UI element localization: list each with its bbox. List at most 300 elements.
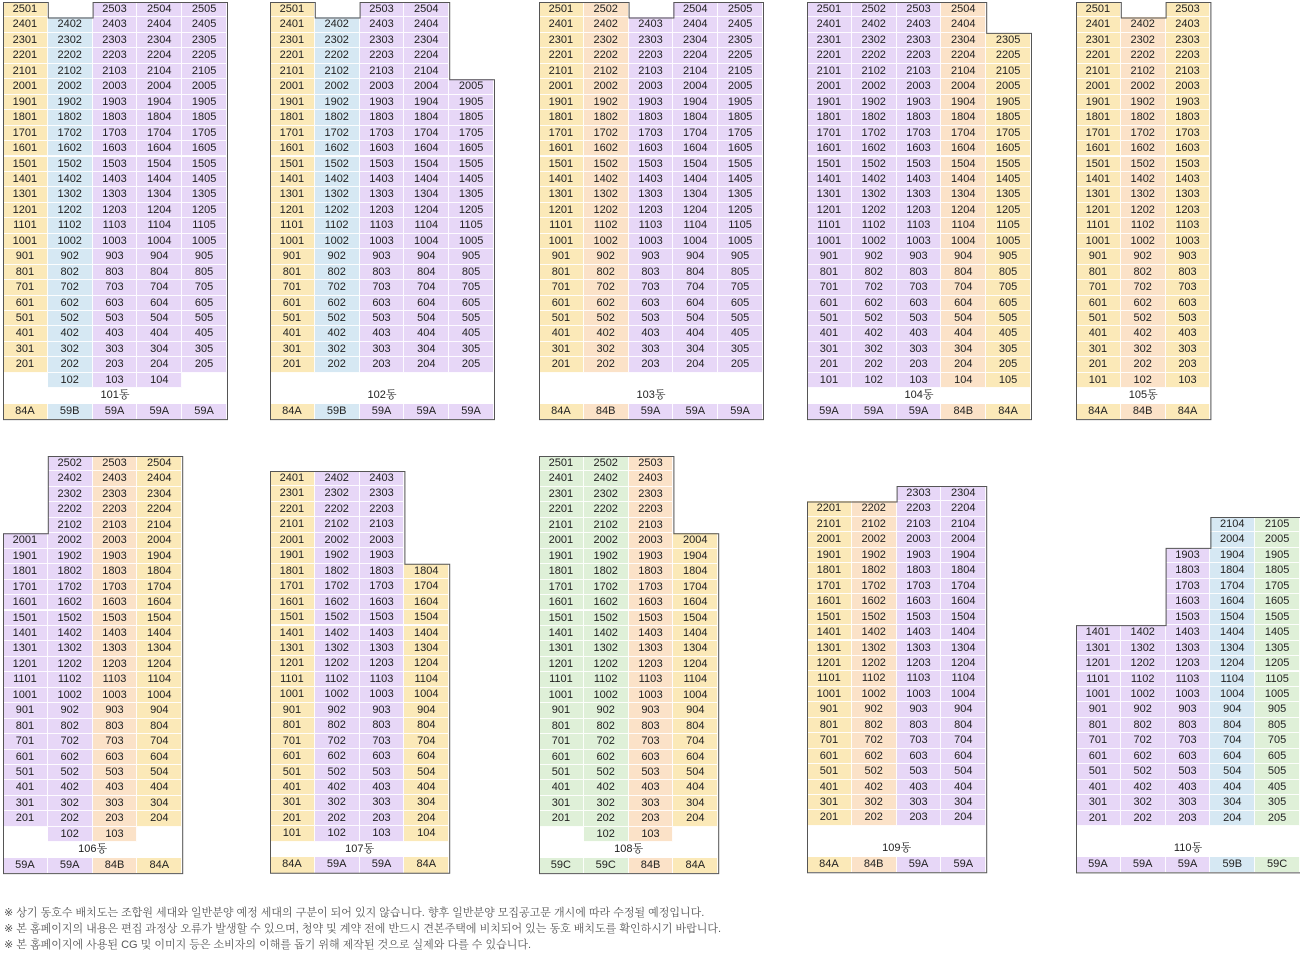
unit-cell: 803 bbox=[1166, 265, 1211, 280]
unit-cell: 404 bbox=[941, 326, 986, 341]
unit-cell: 402 bbox=[852, 326, 897, 341]
unit-cell: 1103 bbox=[897, 218, 942, 233]
unit-cell: 401 bbox=[539, 780, 584, 795]
unit-cell: 1204 bbox=[1210, 656, 1255, 671]
unit-cell: 904 bbox=[941, 702, 986, 717]
unit-cell: 1804 bbox=[404, 564, 449, 579]
unit-cell: 1404 bbox=[1210, 625, 1255, 640]
unit-cell: 1805 bbox=[1255, 563, 1300, 578]
unit-cell: 305 bbox=[1255, 795, 1300, 810]
unit-cell: 1101 bbox=[807, 218, 852, 233]
unit-cell: 604 bbox=[137, 750, 182, 765]
unit-cell: 1702 bbox=[852, 579, 897, 594]
unit-cell: 2203 bbox=[629, 48, 674, 63]
unit-cell: 1205 bbox=[449, 203, 494, 218]
unit-cell: 1101 bbox=[1076, 672, 1121, 687]
unit-cell: 301 bbox=[1076, 795, 1121, 810]
unit-cell: 202 bbox=[315, 811, 360, 826]
unit-type-label: 59A bbox=[315, 857, 360, 872]
unit-cell: 1004 bbox=[137, 234, 182, 249]
unit-cell: 305 bbox=[986, 342, 1031, 357]
unit-type-label: 59C bbox=[584, 858, 629, 873]
unit-type-label: 59A bbox=[93, 404, 138, 419]
unit-cell: 205 bbox=[1255, 811, 1300, 826]
unit-cell: 2303 bbox=[93, 33, 138, 48]
unit-cell: 2304 bbox=[941, 33, 986, 48]
unit-cell: 2103 bbox=[1166, 64, 1211, 79]
unit-cell: 102 bbox=[315, 826, 360, 841]
unit-cell: 704 bbox=[941, 733, 986, 748]
unit-cell: 1703 bbox=[360, 579, 405, 594]
unit-cell: 1702 bbox=[584, 580, 629, 595]
unit-cell: 1303 bbox=[360, 641, 405, 656]
unit-cell: 1904 bbox=[941, 548, 986, 563]
unit-cell: 1203 bbox=[897, 656, 942, 671]
unit-cell: 103 bbox=[629, 827, 674, 842]
unit-cell: 1901 bbox=[3, 95, 48, 110]
unit-cell: 404 bbox=[404, 326, 449, 341]
empty-unit bbox=[3, 827, 48, 842]
unit-cell: 304 bbox=[673, 796, 718, 811]
unit-cell: 505 bbox=[1255, 764, 1300, 779]
unit-cell: 1202 bbox=[584, 203, 629, 218]
unit-cell: 1305 bbox=[718, 187, 763, 202]
unit-cell: 2301 bbox=[807, 33, 852, 48]
unit-cell: 1804 bbox=[673, 110, 718, 125]
unit-cell: 1501 bbox=[539, 157, 584, 172]
unit-cell: 304 bbox=[673, 342, 718, 357]
unit-cell: 1802 bbox=[1121, 110, 1166, 125]
unit-cell: 304 bbox=[137, 342, 182, 357]
unit-cell: 2503 bbox=[1166, 2, 1211, 17]
unit-cell: 1601 bbox=[807, 594, 852, 609]
unit-cell: 1604 bbox=[137, 141, 182, 156]
unit-cell: 2403 bbox=[629, 471, 674, 486]
unit-cell: 2004 bbox=[941, 532, 986, 547]
unit-cell: 504 bbox=[137, 765, 182, 780]
unit-cell: 804 bbox=[404, 718, 449, 733]
unit-cell: 401 bbox=[270, 326, 315, 341]
unit-cell: 1601 bbox=[3, 141, 48, 156]
unit-cell: 803 bbox=[897, 718, 942, 733]
unit-cell: 1703 bbox=[629, 580, 674, 595]
unit-cell: 1102 bbox=[48, 672, 93, 687]
unit-cell: 1301 bbox=[539, 187, 584, 202]
unit-cell: 1501 bbox=[1076, 157, 1121, 172]
unit-cell: 602 bbox=[1121, 296, 1166, 311]
unit-cell: 1301 bbox=[539, 641, 584, 656]
unit-cell: 1303 bbox=[360, 187, 405, 202]
unit-cell: 1903 bbox=[897, 95, 942, 110]
unit-cell: 2504 bbox=[941, 2, 986, 17]
unit-cell: 203 bbox=[1166, 811, 1211, 826]
unit-cell: 2301 bbox=[270, 33, 315, 48]
unit-cell: 203 bbox=[93, 357, 138, 372]
unit-cell: 803 bbox=[360, 718, 405, 733]
unit-cell: 2401 bbox=[3, 17, 48, 32]
unit-cell: 1905 bbox=[1255, 548, 1300, 563]
unit-cell: 2402 bbox=[48, 17, 93, 32]
unit-cell: 2102 bbox=[852, 517, 897, 532]
unit-cell: 1702 bbox=[852, 126, 897, 141]
unit-cell: 2105 bbox=[182, 64, 227, 79]
unit-cell: 1903 bbox=[360, 95, 405, 110]
empty-unit bbox=[1255, 826, 1300, 841]
unit-cell: 103 bbox=[360, 826, 405, 841]
unit-cell: 2004 bbox=[941, 79, 986, 94]
unit-cell: 1205 bbox=[986, 203, 1031, 218]
unit-type-label: 84A bbox=[270, 857, 315, 872]
unit-cell: 704 bbox=[941, 280, 986, 295]
unit-type-label: 59A bbox=[1076, 857, 1121, 872]
unit-type-label: 84B bbox=[629, 858, 674, 873]
unit-cell: 702 bbox=[584, 280, 629, 295]
unit-cell: 1705 bbox=[182, 126, 227, 141]
unit-cell: 1705 bbox=[718, 126, 763, 141]
unit-cell: 503 bbox=[897, 311, 942, 326]
empty-unit bbox=[1121, 826, 1166, 841]
unit-cell: 1901 bbox=[539, 549, 584, 564]
unit-cell: 501 bbox=[1076, 764, 1121, 779]
unit-cell: 1004 bbox=[137, 688, 182, 703]
unit-cell: 1901 bbox=[807, 548, 852, 563]
unit-type-label: 59A bbox=[3, 858, 48, 873]
unit-cell: 2205 bbox=[986, 48, 1031, 63]
unit-cell: 205 bbox=[449, 357, 494, 372]
unit-cell: 1201 bbox=[807, 203, 852, 218]
unit-cell: 1102 bbox=[315, 672, 360, 687]
unit-cell: 402 bbox=[1121, 326, 1166, 341]
unit-cell: 1502 bbox=[852, 610, 897, 625]
unit-cell: 2101 bbox=[539, 518, 584, 533]
empty-unit bbox=[897, 826, 942, 841]
unit-cell: 2102 bbox=[584, 64, 629, 79]
unit-cell: 1701 bbox=[807, 126, 852, 141]
unit-cell: 1804 bbox=[941, 110, 986, 125]
unit-cell: 2202 bbox=[315, 502, 360, 517]
unit-cell: 1604 bbox=[404, 141, 449, 156]
unit-cell: 402 bbox=[1121, 780, 1166, 795]
unit-cell: 1202 bbox=[315, 656, 360, 671]
unit-cell: 404 bbox=[137, 326, 182, 341]
unit-cell: 1001 bbox=[3, 688, 48, 703]
unit-cell: 1104 bbox=[137, 672, 182, 687]
unit-cell: 203 bbox=[629, 357, 674, 372]
unit-cell: 1605 bbox=[1255, 594, 1300, 609]
unit-cell: 301 bbox=[3, 796, 48, 811]
unit-cell: 1904 bbox=[404, 95, 449, 110]
unit-cell: 1502 bbox=[48, 157, 93, 172]
unit-cell: 403 bbox=[897, 780, 942, 795]
unit-cell: 1004 bbox=[941, 234, 986, 249]
unit-cell: 2202 bbox=[584, 48, 629, 63]
unit-cell: 602 bbox=[852, 296, 897, 311]
unit-cell: 202 bbox=[852, 810, 897, 825]
unit-cell: 1201 bbox=[3, 657, 48, 672]
unit-cell: 904 bbox=[673, 249, 718, 264]
unit-cell: 1803 bbox=[629, 564, 674, 579]
unit-cell: 601 bbox=[270, 749, 315, 764]
unit-cell: 1805 bbox=[182, 110, 227, 125]
unit-cell: 1002 bbox=[852, 687, 897, 702]
unit-cell: 403 bbox=[629, 326, 674, 341]
unit-cell: 1401 bbox=[539, 172, 584, 187]
unit-cell: 1403 bbox=[629, 172, 674, 187]
unit-cell: 1701 bbox=[539, 580, 584, 595]
unit-cell: 1202 bbox=[852, 656, 897, 671]
unit-cell: 502 bbox=[584, 311, 629, 326]
unit-cell: 1803 bbox=[1166, 563, 1211, 578]
unit-cell: 302 bbox=[584, 796, 629, 811]
unit-cell: 1901 bbox=[539, 95, 584, 110]
unit-cell: 2105 bbox=[1255, 517, 1300, 532]
unit-cell: 2303 bbox=[93, 487, 138, 502]
unit-cell: 203 bbox=[1166, 357, 1211, 372]
unit-cell: 1804 bbox=[1210, 563, 1255, 578]
unit-cell: 2504 bbox=[404, 2, 449, 17]
unit-cell: 1801 bbox=[807, 110, 852, 125]
unit-cell: 803 bbox=[629, 265, 674, 280]
notes bbox=[4, 905, 721, 953]
unit-cell: 2401 bbox=[807, 17, 852, 32]
unit-cell: 1903 bbox=[1166, 548, 1211, 563]
unit-cell: 301 bbox=[807, 795, 852, 810]
unit-cell: 403 bbox=[360, 326, 405, 341]
unit-cell: 304 bbox=[137, 796, 182, 811]
unit-cell: 1501 bbox=[539, 611, 584, 626]
unit-cell: 2202 bbox=[852, 501, 897, 516]
unit-cell: 2404 bbox=[673, 17, 718, 32]
unit-cell: 203 bbox=[360, 811, 405, 826]
unit-cell: 502 bbox=[315, 311, 360, 326]
unit-cell: 503 bbox=[629, 765, 674, 780]
unit-cell: 1302 bbox=[1121, 187, 1166, 202]
unit-cell: 604 bbox=[941, 749, 986, 764]
unit-cell: 1204 bbox=[673, 657, 718, 672]
unit-cell: 1903 bbox=[629, 549, 674, 564]
unit-cell: 103 bbox=[93, 373, 138, 388]
unit-type-label: 59A bbox=[629, 404, 674, 419]
unit-cell: 2104 bbox=[404, 64, 449, 79]
unit-cell: 2101 bbox=[270, 64, 315, 79]
unit-cell: 501 bbox=[270, 311, 315, 326]
unit-cell: 1102 bbox=[1121, 218, 1166, 233]
unit-cell: 304 bbox=[404, 342, 449, 357]
unit-cell: 502 bbox=[315, 765, 360, 780]
unit-cell: 1605 bbox=[182, 141, 227, 156]
unit-cell: 2205 bbox=[182, 48, 227, 63]
unit-cell: 1802 bbox=[315, 110, 360, 125]
unit-cell: 901 bbox=[807, 702, 852, 717]
unit-cell: 201 bbox=[3, 811, 48, 826]
unit-cell: 2203 bbox=[1166, 48, 1211, 63]
unit-cell: 702 bbox=[315, 734, 360, 749]
unit-cell: 2503 bbox=[93, 2, 138, 17]
unit-cell: 2305 bbox=[718, 33, 763, 48]
unit-cell: 2003 bbox=[629, 79, 674, 94]
unit-cell: 2501 bbox=[3, 2, 48, 17]
unit-cell: 1601 bbox=[539, 595, 584, 610]
unit-cell: 2202 bbox=[584, 502, 629, 517]
unit-cell: 1404 bbox=[673, 172, 718, 187]
unit-cell: 1101 bbox=[539, 218, 584, 233]
unit-cell: 1203 bbox=[629, 657, 674, 672]
note-line: ※ 본 홈페이지에 사용된 CG 및 이미지 등은 소비자의 이해를 돕기 위해 제작된 것으로 실제와 다를 수 있습니다. bbox=[4, 939, 532, 951]
unit-cell: 604 bbox=[404, 749, 449, 764]
unit-cell: 2504 bbox=[137, 2, 182, 17]
unit-cell: 503 bbox=[629, 311, 674, 326]
unit-cell: 1603 bbox=[360, 141, 405, 156]
unit-cell: 1102 bbox=[1121, 672, 1166, 687]
unit-cell: 1802 bbox=[48, 564, 93, 579]
unit-cell: 1603 bbox=[897, 594, 942, 609]
unit-cell: 1404 bbox=[404, 172, 449, 187]
unit-cell: 505 bbox=[718, 311, 763, 326]
unit-cell: 2101 bbox=[807, 517, 852, 532]
unit-cell: 302 bbox=[584, 342, 629, 357]
note-line: ※ 상기 동호수 배치도는 조합원 세대와 일반분양 예정 세대의 구분이 되어 있지 않습니다. 향후 일반분양 모집공고문 개시에 따라 수정될 예정입니다. bbox=[4, 907, 705, 919]
unit-type-label: 59B bbox=[315, 404, 360, 419]
unit-cell: 2402 bbox=[48, 471, 93, 486]
unit-cell: 801 bbox=[1076, 265, 1121, 280]
unit-cell: 104 bbox=[404, 826, 449, 841]
unit-cell: 1505 bbox=[182, 157, 227, 172]
unit-cell: 1103 bbox=[360, 218, 405, 233]
unit-cell: 1301 bbox=[1076, 187, 1121, 202]
unit-cell: 1201 bbox=[539, 203, 584, 218]
unit-cell: 102 bbox=[584, 827, 629, 842]
unit-cell: 602 bbox=[852, 749, 897, 764]
unit-cell: 501 bbox=[539, 311, 584, 326]
unit-cell: 1202 bbox=[1121, 656, 1166, 671]
unit-cell: 2103 bbox=[897, 517, 942, 532]
unit-cell: 601 bbox=[807, 296, 852, 311]
unit-cell: 801 bbox=[539, 719, 584, 734]
unit-cell: 505 bbox=[986, 311, 1031, 326]
unit-cell: 803 bbox=[629, 719, 674, 734]
unit-cell: 1004 bbox=[673, 234, 718, 249]
unit-cell: 1502 bbox=[584, 611, 629, 626]
unit-cell: 502 bbox=[48, 765, 93, 780]
unit-cell: 1404 bbox=[673, 626, 718, 641]
unit-cell: 1202 bbox=[48, 203, 93, 218]
unit-cell: 1904 bbox=[1210, 548, 1255, 563]
unit-cell: 1203 bbox=[629, 203, 674, 218]
unit-cell: 1002 bbox=[584, 234, 629, 249]
unit-cell: 2103 bbox=[897, 64, 942, 79]
unit-cell: 1202 bbox=[48, 657, 93, 672]
unit-cell: 1402 bbox=[315, 626, 360, 641]
unit-cell: 603 bbox=[629, 296, 674, 311]
unit-cell: 1204 bbox=[941, 656, 986, 671]
unit-cell: 802 bbox=[1121, 265, 1166, 280]
unit-cell: 401 bbox=[539, 326, 584, 341]
unit-cell: 601 bbox=[807, 749, 852, 764]
unit-cell: 2103 bbox=[360, 64, 405, 79]
unit-cell: 302 bbox=[315, 342, 360, 357]
unit-cell: 1103 bbox=[360, 672, 405, 687]
unit-cell: 403 bbox=[1166, 326, 1211, 341]
unit-cell: 201 bbox=[270, 357, 315, 372]
unit-cell: 1204 bbox=[404, 203, 449, 218]
empty-unit bbox=[449, 373, 494, 388]
unit-cell: 1103 bbox=[629, 672, 674, 687]
unit-cell: 1503 bbox=[360, 157, 405, 172]
unit-cell: 1304 bbox=[673, 641, 718, 656]
unit-cell: 2403 bbox=[93, 17, 138, 32]
unit-cell: 701 bbox=[1076, 280, 1121, 295]
unit-cell: 2303 bbox=[629, 33, 674, 48]
unit-cell: 1804 bbox=[137, 110, 182, 125]
unit-cell: 902 bbox=[852, 249, 897, 264]
unit-cell: 1203 bbox=[93, 657, 138, 672]
unit-type-label: 59C bbox=[1255, 857, 1300, 872]
unit-cell: 303 bbox=[629, 796, 674, 811]
unit-cell: 1001 bbox=[807, 687, 852, 702]
unit-cell: 302 bbox=[48, 796, 93, 811]
unit-cell: 1602 bbox=[852, 594, 897, 609]
unit-cell: 1001 bbox=[539, 688, 584, 703]
unit-cell: 1804 bbox=[137, 564, 182, 579]
unit-cell: 2102 bbox=[852, 64, 897, 79]
unit-cell: 1304 bbox=[1210, 641, 1255, 656]
unit-cell: 2002 bbox=[852, 532, 897, 547]
unit-cell: 1205 bbox=[182, 203, 227, 218]
unit-cell: 1804 bbox=[404, 110, 449, 125]
unit-cell: 1303 bbox=[1166, 641, 1211, 656]
unit-cell: 603 bbox=[897, 749, 942, 764]
unit-cell: 1004 bbox=[941, 687, 986, 702]
unit-cell: 1604 bbox=[673, 141, 718, 156]
unit-cell: 1204 bbox=[673, 203, 718, 218]
unit-cell: 2402 bbox=[584, 17, 629, 32]
unit-cell: 703 bbox=[897, 280, 942, 295]
unit-cell: 202 bbox=[584, 811, 629, 826]
unit-cell: 1104 bbox=[941, 671, 986, 686]
unit-cell: 102 bbox=[48, 373, 93, 388]
building-name: 108동 bbox=[614, 843, 644, 856]
unit-cell: 302 bbox=[1121, 795, 1166, 810]
unit-cell: 204 bbox=[1210, 811, 1255, 826]
unit-cell: 602 bbox=[48, 750, 93, 765]
unit-cell: 1202 bbox=[852, 203, 897, 218]
building-name: 106동 bbox=[78, 843, 108, 856]
unit-cell: 502 bbox=[1121, 764, 1166, 779]
unit-cell: 1905 bbox=[449, 95, 494, 110]
unit-cell: 204 bbox=[137, 357, 182, 372]
unit-cell: 903 bbox=[360, 703, 405, 718]
unit-cell: 2203 bbox=[93, 48, 138, 63]
unit-cell: 304 bbox=[404, 795, 449, 810]
unit-cell: 605 bbox=[182, 296, 227, 311]
unit-cell: 1301 bbox=[807, 187, 852, 202]
unit-cell: 404 bbox=[673, 780, 718, 795]
unit-cell: 603 bbox=[93, 750, 138, 765]
unit-cell: 2104 bbox=[137, 518, 182, 533]
unit-cell: 1703 bbox=[1166, 579, 1211, 594]
empty-unit bbox=[137, 827, 182, 842]
unit-cell: 1902 bbox=[852, 548, 897, 563]
unit-cell: 1603 bbox=[897, 141, 942, 156]
unit-cell: 1201 bbox=[1076, 203, 1121, 218]
unit-cell: 1703 bbox=[93, 126, 138, 141]
unit-cell: 2203 bbox=[93, 502, 138, 517]
unit-cell: 1201 bbox=[3, 203, 48, 218]
unit-cell: 1301 bbox=[807, 641, 852, 656]
unit-cell: 2005 bbox=[182, 79, 227, 94]
unit-cell: 203 bbox=[360, 357, 405, 372]
unit-cell: 1601 bbox=[539, 141, 584, 156]
